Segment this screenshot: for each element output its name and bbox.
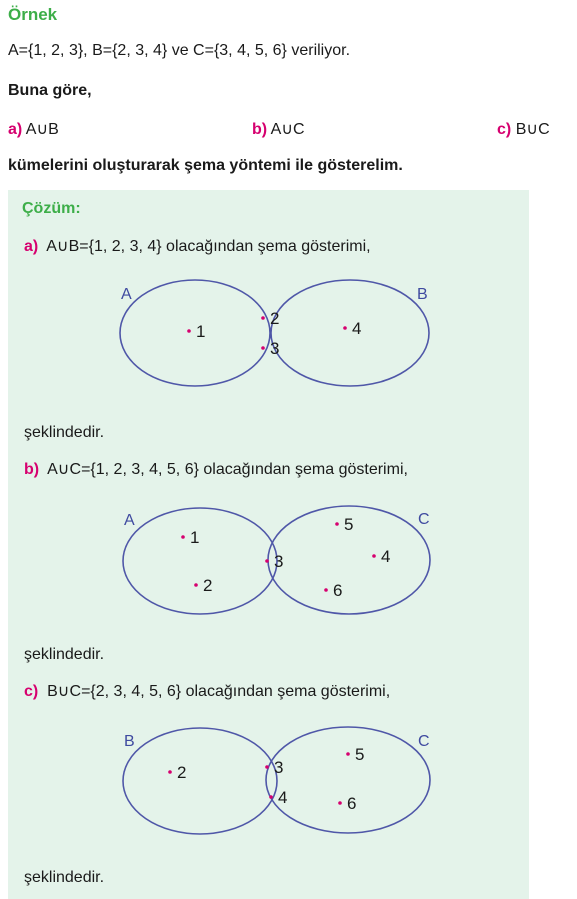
element-label: 1 — [190, 528, 200, 547]
option-text: B∪C — [515, 121, 550, 138]
element-label: 2 — [203, 576, 213, 595]
option-letter: a) — [8, 121, 23, 138]
part-a-conclusion: şeklindedir. — [24, 424, 105, 441]
instruction-text: kümelerini oluşturarak şema yöntemi ile gösterelim. — [8, 157, 403, 174]
part-letter: a) — [24, 238, 39, 255]
set-b-ellipse — [123, 728, 277, 834]
element-label: 3 — [270, 339, 280, 358]
element-label: 2 — [177, 763, 187, 782]
part-letter: c) — [24, 683, 39, 700]
option-letter: b) — [252, 121, 268, 138]
element-dot — [346, 752, 350, 756]
set-label: A — [124, 512, 135, 529]
element-dot — [265, 765, 269, 769]
option-text: A∪C — [270, 121, 305, 138]
element-label: 1 — [196, 322, 206, 341]
part-b-conclusion: şeklindedir. — [24, 646, 105, 663]
solution-heading: Çözüm: — [22, 200, 81, 217]
part-letter: b) — [24, 461, 40, 478]
part-c-conclusion: şeklindedir. — [24, 869, 105, 886]
set-label: C — [418, 511, 430, 528]
element-label: 3 — [274, 552, 284, 571]
element-label: 4 — [278, 788, 288, 807]
element-label: 4 — [381, 547, 391, 566]
element-label: 6 — [347, 794, 357, 813]
part-text: A∪C={1, 2, 3, 4, 5, 6} olacağından şema gösterimi, — [47, 461, 408, 478]
example-heading: Örnek — [8, 5, 58, 24]
element-label: 2 — [270, 309, 280, 328]
option-letter: c) — [497, 121, 512, 138]
lead-text: Buna göre, — [8, 82, 92, 99]
part-text: B∪C={2, 3, 4, 5, 6} olacağından şema gösterimi, — [47, 683, 391, 700]
set-label: B — [124, 733, 135, 750]
part-text: A∪B={1, 2, 3, 4} olacağından şema gösterimi, — [46, 238, 371, 255]
element-label: 5 — [344, 515, 354, 534]
set-c-ellipse — [266, 727, 430, 833]
element-label: 4 — [352, 319, 362, 338]
element-label: 6 — [333, 581, 343, 600]
element-label: 5 — [355, 745, 365, 764]
element-dot — [269, 795, 273, 799]
option-text: A∪B — [25, 121, 59, 138]
set-label: A — [121, 286, 132, 303]
element-dot — [338, 801, 342, 805]
element-dot — [168, 770, 172, 774]
given-sets-text: A={1, 2, 3}, B={2, 3, 4} ve C={3, 4, 5, 6} veriliyor. — [8, 42, 351, 59]
set-label: B — [417, 286, 428, 303]
set-label: C — [418, 733, 430, 750]
element-label: 3 — [274, 758, 284, 777]
